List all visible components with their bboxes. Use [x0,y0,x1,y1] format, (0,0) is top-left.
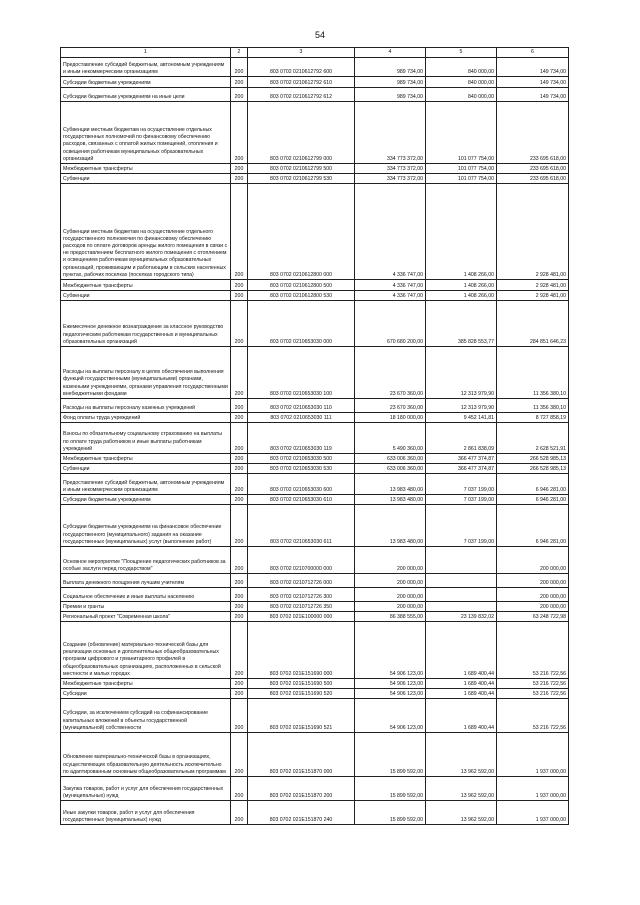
row-classification-code: 803 0702 021E151690 500 [248,679,355,689]
table-row [61,574,569,588]
row-unexecuted-amount: 1 937 000,00 [497,733,569,777]
row-admin-code: 200 [231,679,248,689]
row-admin-code: 200 [231,547,248,574]
row-classification-code: 803 0702 0210612799 000 [248,102,355,164]
row-classification-code: 803 0702 0210612792 612 [248,88,355,102]
row-name: Выплата денежного поощрения лучшим учителям [61,574,231,588]
row-classification-code: 803 0702 021E151870 000 [248,733,355,777]
row-approved-amount: 86 388 555,00 [355,612,426,622]
row-classification-code: 803 0702 0210653030 500 [248,454,355,464]
row-executed-amount: 9 452 141,81 [426,413,497,423]
row-classification-code: 803 0702 0210612800 000 [248,184,355,280]
row-admin-code: 200 [231,88,248,102]
row-admin-code: 200 [231,102,248,164]
table-row [61,464,569,474]
row-classification-code: 803 0702 0210612792 610 [248,77,355,88]
row-name: Иные закупки товаров, работ и услуг для обеспечения государственных (муниципальных) нужд [61,801,231,825]
row-executed-amount: 1 689 400,44 [426,689,497,699]
row-unexecuted-amount: 8 727 858,19 [497,413,569,423]
row-admin-code: 200 [231,612,248,622]
row-admin-code: 200 [231,164,248,174]
row-unexecuted-amount: 53 216 722,56 [497,699,569,733]
row-admin-code: 200 [231,622,248,679]
budget-execution-table [60,47,569,825]
row-name: Субсидии бюджетным учреждениям на иные цели [61,88,231,102]
table-row [61,77,569,88]
row-approved-amount: 54 906 123,00 [355,689,426,699]
row-approved-amount: 18 180 000,00 [355,413,426,423]
row-admin-code: 200 [231,574,248,588]
row-executed-amount: 840 000,00 [426,77,497,88]
row-unexecuted-amount: 284 851 646,23 [497,301,569,347]
row-executed-amount: 1 408 266,00 [426,184,497,280]
row-executed-amount: 1 689 400,44 [426,679,497,689]
row-unexecuted-amount: 149 734,00 [497,77,569,88]
row-approved-amount: 200 000,00 [355,602,426,612]
row-executed-amount: 2 861 838,09 [426,423,497,454]
table-row [61,777,569,801]
row-executed-amount: 366 477 374,87 [426,454,497,464]
row-unexecuted-amount: 200 000,00 [497,588,569,602]
row-classification-code: 803 0702 021E151690 000 [248,622,355,679]
header-row [61,48,569,58]
table-row [61,413,569,423]
row-name: Субсидии бюджетным учреждениям на финансовое обеспечение государственного (муниципального) задания на оказание государственных (муниципальных) услуг (выполнение работ) [61,505,231,547]
row-admin-code: 200 [231,399,248,413]
table-row [61,291,569,301]
row-name: Субвенции [61,464,231,474]
row-classification-code: 803 0702 0210612799 500 [248,164,355,174]
row-approved-amount: 54 906 123,00 [355,699,426,733]
row-executed-amount: 7 037 199,00 [426,505,497,547]
row-unexecuted-amount: 6 946 281,00 [497,474,569,495]
row-executed-amount: 23 139 832,02 [426,612,497,622]
row-classification-code: 803 0702 0210653030 600 [248,474,355,495]
row-classification-code: 803 0702 0210712726 350 [248,602,355,612]
table-row [61,474,569,495]
row-classification-code: 803 0702 0210612800 500 [248,280,355,291]
row-name: Закупка товаров, работ и услуг для обеспечения государственных (муниципальных) нужд [61,777,231,801]
column-header-5: 5 [426,48,497,58]
row-name: Расходы на выплаты персоналу казенных учреждений [61,399,231,413]
row-approved-amount: 200 000,00 [355,574,426,588]
row-name: Межбюджетные трансферты [61,454,231,464]
row-classification-code: 803 0702 0210712726 300 [248,588,355,602]
row-approved-amount: 54 906 123,00 [355,622,426,679]
row-name: Социальное обеспечение и иные выплаты населению [61,588,231,602]
row-admin-code: 200 [231,347,248,399]
row-admin-code: 200 [231,801,248,825]
table-row [61,699,569,733]
table-row [61,174,569,184]
page-number: 54 [314,30,325,40]
row-unexecuted-amount: 1 937 000,00 [497,777,569,801]
row-unexecuted-amount: 2 628 521,91 [497,423,569,454]
row-classification-code: 803 0702 0210712726 000 [248,574,355,588]
row-name: Субсидии [61,689,231,699]
row-classification-code: 803 0702 0210653030 110 [248,399,355,413]
row-name: Предоставление субсидий бюджетным, автономным учреждениям и иным некоммерческим организациям [61,474,231,495]
row-classification-code: 803 0702 021E100000 000 [248,612,355,622]
row-executed-amount: 13 962 592,00 [426,733,497,777]
row-approved-amount: 989 734,00 [355,77,426,88]
row-approved-amount: 13 983 480,00 [355,495,426,505]
row-unexecuted-amount: 2 928 481,00 [497,291,569,301]
column-header-4: 4 [355,48,426,58]
table-row [61,495,569,505]
table-row [61,454,569,464]
row-unexecuted-amount: 200 000,00 [497,574,569,588]
row-approved-amount: 334 773 372,00 [355,174,426,184]
row-classification-code: 803 0702 0210612800 530 [248,291,355,301]
row-name: Субсидии бюджетным учреждениям [61,77,231,88]
row-approved-amount: 5 490 360,00 [355,423,426,454]
row-executed-amount: 13 962 592,00 [426,801,497,825]
row-executed-amount: 366 477 374,87 [426,464,497,474]
row-name: Субвенции [61,291,231,301]
row-executed-amount [426,547,497,574]
row-approved-amount: 15 899 592,00 [355,777,426,801]
row-approved-amount: 4 336 747,00 [355,291,426,301]
row-name: Взносы по обязательному социальному страхованию на выплаты по оплате труда работников и иные выплаты работникам учреждений [61,423,231,454]
row-unexecuted-amount: 266 528 985,13 [497,454,569,464]
row-executed-amount: 1 408 266,00 [426,291,497,301]
table-row [61,301,569,347]
row-executed-amount [426,602,497,612]
table-row [61,505,569,547]
column-header-3: 3 [248,48,355,58]
row-classification-code: 803 0702 0210653030 610 [248,495,355,505]
table-row [61,622,569,679]
row-executed-amount: 12 313 979,90 [426,347,497,399]
table-row [61,547,569,574]
row-approved-amount: 15 899 592,00 [355,801,426,825]
row-admin-code: 200 [231,602,248,612]
row-classification-code: 803 0702 0210612799 530 [248,174,355,184]
row-admin-code: 200 [231,301,248,347]
row-classification-code: 803 0702 021E151870 200 [248,777,355,801]
row-approved-amount: 54 906 123,00 [355,679,426,689]
row-unexecuted-amount: 200 000,00 [497,602,569,612]
row-approved-amount: 670 680 200,00 [355,301,426,347]
row-approved-amount: 23 670 360,00 [355,399,426,413]
row-approved-amount: 15 899 592,00 [355,733,426,777]
row-classification-code: 803 0702 021E151870 240 [248,801,355,825]
table-row [61,679,569,689]
row-approved-amount: 633 006 360,00 [355,454,426,464]
row-unexecuted-amount: 2 928 481,00 [497,280,569,291]
row-admin-code: 200 [231,184,248,280]
row-unexecuted-amount: 53 216 722,56 [497,679,569,689]
row-approved-amount: 200 000,00 [355,547,426,574]
row-admin-code: 200 [231,505,248,547]
row-unexecuted-amount: 63 248 722,98 [497,612,569,622]
row-classification-code: 803 0702 0210653030 000 [248,301,355,347]
row-unexecuted-amount: 233 695 618,00 [497,102,569,164]
row-executed-amount: 1 689 400,44 [426,622,497,679]
row-executed-amount: 101 077 754,00 [426,102,497,164]
row-admin-code: 200 [231,699,248,733]
row-unexecuted-amount: 53 216 722,56 [497,622,569,679]
row-admin-code: 200 [231,413,248,423]
table-row [61,423,569,454]
row-approved-amount: 23 670 360,00 [355,347,426,399]
row-unexecuted-amount: 11 356 380,10 [497,347,569,399]
table-row [61,102,569,164]
row-unexecuted-amount: 233 695 618,00 [497,164,569,174]
row-admin-code: 200 [231,588,248,602]
row-approved-amount: 989 734,00 [355,88,426,102]
row-name: Субвенции местным бюджетам на осуществление отдельных государственных полномочий по финансовому обеспечению расходов, связанных с оплатой жилых помещений, отопления и освещения работникам муниципальных образовательных организаций [61,102,231,164]
row-executed-amount: 7 037 199,00 [426,474,497,495]
table-row [61,184,569,280]
row-unexecuted-amount: 1 937 000,00 [497,801,569,825]
table-row [61,689,569,699]
row-name: Ежемесячное денежное вознаграждение за классное руководство педагогическим работникам государственных и муниципальных образовательных организаций [61,301,231,347]
table-row [61,612,569,622]
row-name: Региональный проект "Современная школа" [61,612,231,622]
row-executed-amount: 12 313 979,90 [426,399,497,413]
row-admin-code: 200 [231,174,248,184]
row-classification-code: 803 0702 0210700000 000 [248,547,355,574]
row-admin-code: 200 [231,280,248,291]
row-name: Межбюджетные трансферты [61,164,231,174]
row-unexecuted-amount: 2 928 481,00 [497,184,569,280]
row-classification-code: 803 0702 0210653030 530 [248,464,355,474]
row-approved-amount: 334 773 372,00 [355,102,426,164]
row-executed-amount: 1 408 266,00 [426,280,497,291]
row-unexecuted-amount: 6 946 281,00 [497,495,569,505]
row-classification-code: 803 0702 021E151690 521 [248,699,355,733]
row-name: Премии и гранты [61,602,231,612]
column-header-1: 1 [61,48,231,58]
row-unexecuted-amount: 200 000,00 [497,547,569,574]
row-executed-amount: 101 077 754,00 [426,164,497,174]
row-name: Фонд оплаты труда учреждений [61,413,231,423]
row-executed-amount: 385 828 553,77 [426,301,497,347]
row-classification-code: 803 0702 0210653030 611 [248,505,355,547]
row-executed-amount [426,574,497,588]
table-row [61,588,569,602]
row-name: Субвенции [61,174,231,184]
row-unexecuted-amount: 53 216 722,56 [497,689,569,699]
row-approved-amount: 334 773 372,00 [355,164,426,174]
row-admin-code: 200 [231,495,248,505]
row-name: Создание (обновление) материально-технической базы для реализации основных и дополнительных общеобразовательных программ цифрового и гуманитарного профилей в общеобразовательных организациях, расположенных в сельской местности и малых городах [61,622,231,679]
row-name: Расходы на выплаты персоналу в целях обеспечения выполнения функций государственными (муниципальными) органами, казенными учреждениями, органами управления государственными внебюджетными фондами [61,347,231,399]
row-classification-code: 803 0702 0210653030 111 [248,413,355,423]
table-body [61,58,569,825]
column-header-2: 2 [231,48,248,58]
column-header-6: 6 [497,48,569,58]
row-approved-amount: 4 336 747,00 [355,184,426,280]
row-unexecuted-amount: 6 946 281,00 [497,505,569,547]
row-classification-code: 803 0702 021E151690 520 [248,689,355,699]
row-approved-amount: 13 983 480,00 [355,474,426,495]
row-name: Субсидии бюджетным учреждениям [61,495,231,505]
row-approved-amount: 989 734,00 [355,58,426,77]
row-name: Основное мероприятие "Поощрение педагогических работников за особые заслуги перед государством" [61,547,231,574]
table-row [61,602,569,612]
table-row [61,801,569,825]
row-approved-amount: 4 336 747,00 [355,280,426,291]
row-unexecuted-amount: 266 528 985,13 [497,464,569,474]
table-row [61,88,569,102]
row-admin-code: 200 [231,58,248,77]
table-row [61,347,569,399]
table-row [61,164,569,174]
row-executed-amount: 1 689 400,44 [426,699,497,733]
row-admin-code: 200 [231,777,248,801]
row-classification-code: 803 0702 0210653030 100 [248,347,355,399]
row-name: Субвенции местным бюджетам на осуществление отдельного государственного полномочия по финансовому обеспечению расходов по оплате договоров аренды жилого помещения в связи с не предоставлением бесплатного жилого помещения с отоплением и освещением работникам муниципальных образовательных организаций, проживающим и работающим в сельских населенных пунктах, рабочих поселках (поселках городского типа) [61,184,231,280]
row-name: Межбюджетные трансферты [61,679,231,689]
row-executed-amount: 840 000,00 [426,58,497,77]
row-executed-amount: 840 000,00 [426,88,497,102]
row-approved-amount: 633 006 360,00 [355,464,426,474]
row-admin-code: 200 [231,474,248,495]
row-admin-code: 200 [231,423,248,454]
table-row [61,280,569,291]
row-admin-code: 200 [231,464,248,474]
table-row [61,399,569,413]
row-approved-amount: 200 000,00 [355,588,426,602]
row-admin-code: 200 [231,733,248,777]
row-admin-code: 200 [231,454,248,464]
row-name: Межбюджетные трансферты [61,280,231,291]
row-unexecuted-amount: 149 734,00 [497,58,569,77]
row-executed-amount: 101 077 754,00 [426,174,497,184]
row-name: Предоставление субсидий бюджетным, автономным учреждениям и иным некоммерческим организациям [61,58,231,77]
row-admin-code: 200 [231,689,248,699]
row-name: Субсидии, за исключением субсидий на софинансирование капитальных вложений в объекты государственной (муниципальной) собственности [61,699,231,733]
row-classification-code: 803 0702 0210612792 600 [248,58,355,77]
row-executed-amount [426,588,497,602]
row-executed-amount: 7 037 199,00 [426,495,497,505]
row-unexecuted-amount: 11 356 380,10 [497,399,569,413]
row-unexecuted-amount: 149 734,00 [497,88,569,102]
row-name: Обновление материально-технической базы в организациях, осуществляющих образовательную деятельность исключительно по адаптированным основным общеобразовательным программам [61,733,231,777]
row-classification-code: 803 0702 0210653030 119 [248,423,355,454]
row-admin-code: 200 [231,291,248,301]
row-approved-amount: 13 983 480,00 [355,505,426,547]
row-unexecuted-amount: 233 695 618,00 [497,174,569,184]
row-executed-amount: 13 962 592,00 [426,777,497,801]
table-row [61,58,569,77]
row-admin-code: 200 [231,77,248,88]
table-row [61,733,569,777]
